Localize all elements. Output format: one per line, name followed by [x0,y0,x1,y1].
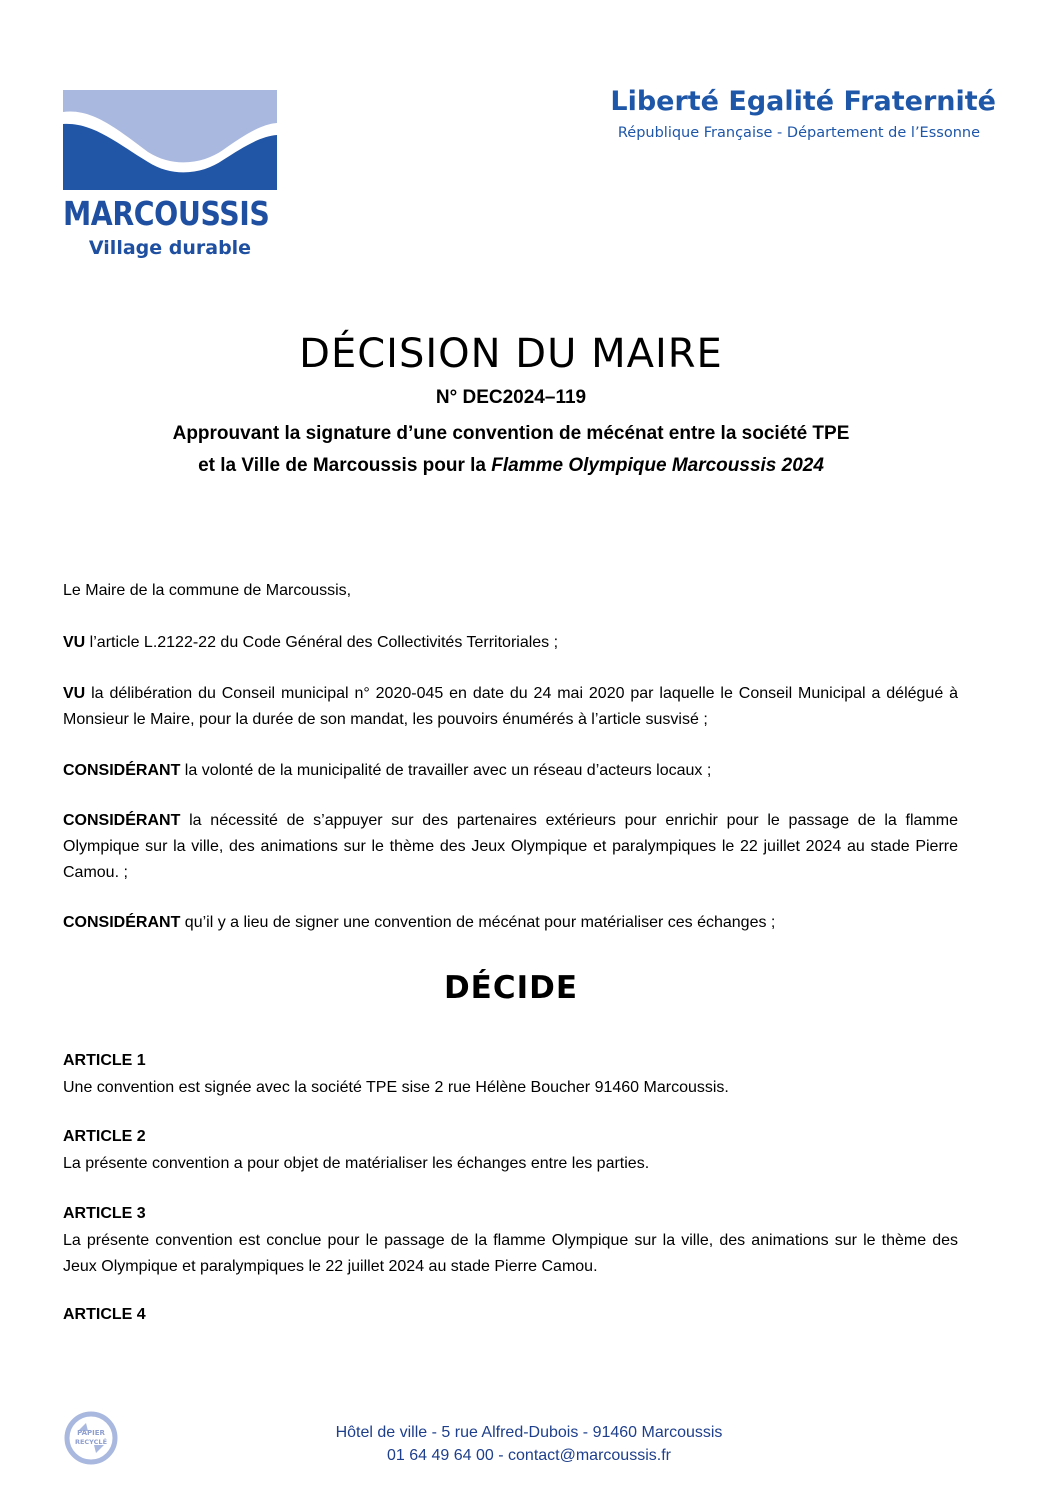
logo-name: MARCOUSSIS [63,194,270,233]
paragraph-text: la volonté de la municipalité de travailler avec un réseau d’acteurs locaux ; [180,762,712,779]
republic-motto: Liberté Egalité Fraternité [610,86,996,117]
subject-line-2 [0,455,1040,477]
paragraph-lead: CONSIDÉRANT [63,812,181,829]
paragraph-lead: CONSIDÉRANT [63,762,181,779]
paragraph-lead: CONSIDÉRANT [63,914,181,931]
document-title: DÉCISION DU MAIRE [299,331,723,377]
paragraph-text: la nécessité de s’appuyer sur des partenaires extérieurs pour enrichir pour le passage de la flamme Olympique sur la ville, des animations sur le thème des Jeux Olympique et paralympiques le 22 juillet 2024 au stade Pierre Camou. ; [63,812,958,881]
paragraph-lead: VU [63,634,86,651]
svg-text:RECYCLÉ: RECYCLÉ [74,1438,108,1446]
decide-heading: DÉCIDE [443,970,579,1006]
paragraph-considerant-1 [63,758,958,784]
paragraph-considerant-2 [63,808,958,886]
paragraph-considerant-3 [63,910,958,936]
article-3-text: La présente convention est conclue pour le passage de la flamme Olympique sur la ville, des animations sur le thème des Jeux Olympique et paralympiques le 22 juillet 2024 au stade Pierre Camou. [63,1232,958,1275]
subject-line-2-italic: Flamme Olympique Marcoussis 2024 [491,455,824,476]
paragraph-vu-1 [63,630,958,656]
paragraph-vu-2 [63,681,958,733]
paragraph-text: l’article L.2122-22 du Code Général des Collectivités Territoriales ; [85,634,559,651]
footer-contact: 01 64 49 64 00 - contact@marcoussis.fr [387,1447,671,1464]
svg-text:PAPIER: PAPIER [77,1429,105,1437]
footer-address: Hôtel de ville - 5 rue Alfred-Dubois - 91460 Marcoussis [335,1424,723,1441]
article-1-text: Une convention est signée avec la société TPE sise 2 rue Hélène Boucher 91460 Marcoussis. [63,1079,729,1096]
article-2-text: La présente convention a pour objet de matérialiser les échanges entre les parties. [63,1155,650,1172]
marcoussis-logo [63,90,277,265]
paragraph-text: qu’il y a lieu de signer une convention de mécénat pour matérialiser ces échanges ; [180,914,776,931]
paragraph-text: la délibération du Conseil municipal n° 2020-045 en date du 24 mai 2020 par laquelle le Conseil Municipal a délégué à Monsieur le Maire, pour la durée de son mandat, les pouvoirs énumérés à l’article susvisé ; [63,685,958,728]
logo-tagline: Village durable [88,237,252,259]
subject-line-1: Approuvant la signature d’une convention de mécénat entre la société TPE [172,423,850,444]
article-4-heading: ARTICLE 4 [63,1306,146,1323]
paragraph-lead: VU [63,685,86,702]
article-3-heading: ARTICLE 3 [63,1205,146,1222]
intro-text: Le Maire de la commune de Marcoussis, [63,582,352,599]
subject-line-2-prefix: et la Ville de Marcoussis pour la [198,455,492,476]
republic-subtitle: République Française - Département de l’Essonne [617,125,980,141]
wave-logo-icon [63,90,277,190]
article-1-heading: ARTICLE 1 [63,1052,146,1069]
decision-number: N° DEC2024–119 [435,387,587,408]
article-2-heading: ARTICLE 2 [63,1128,146,1145]
